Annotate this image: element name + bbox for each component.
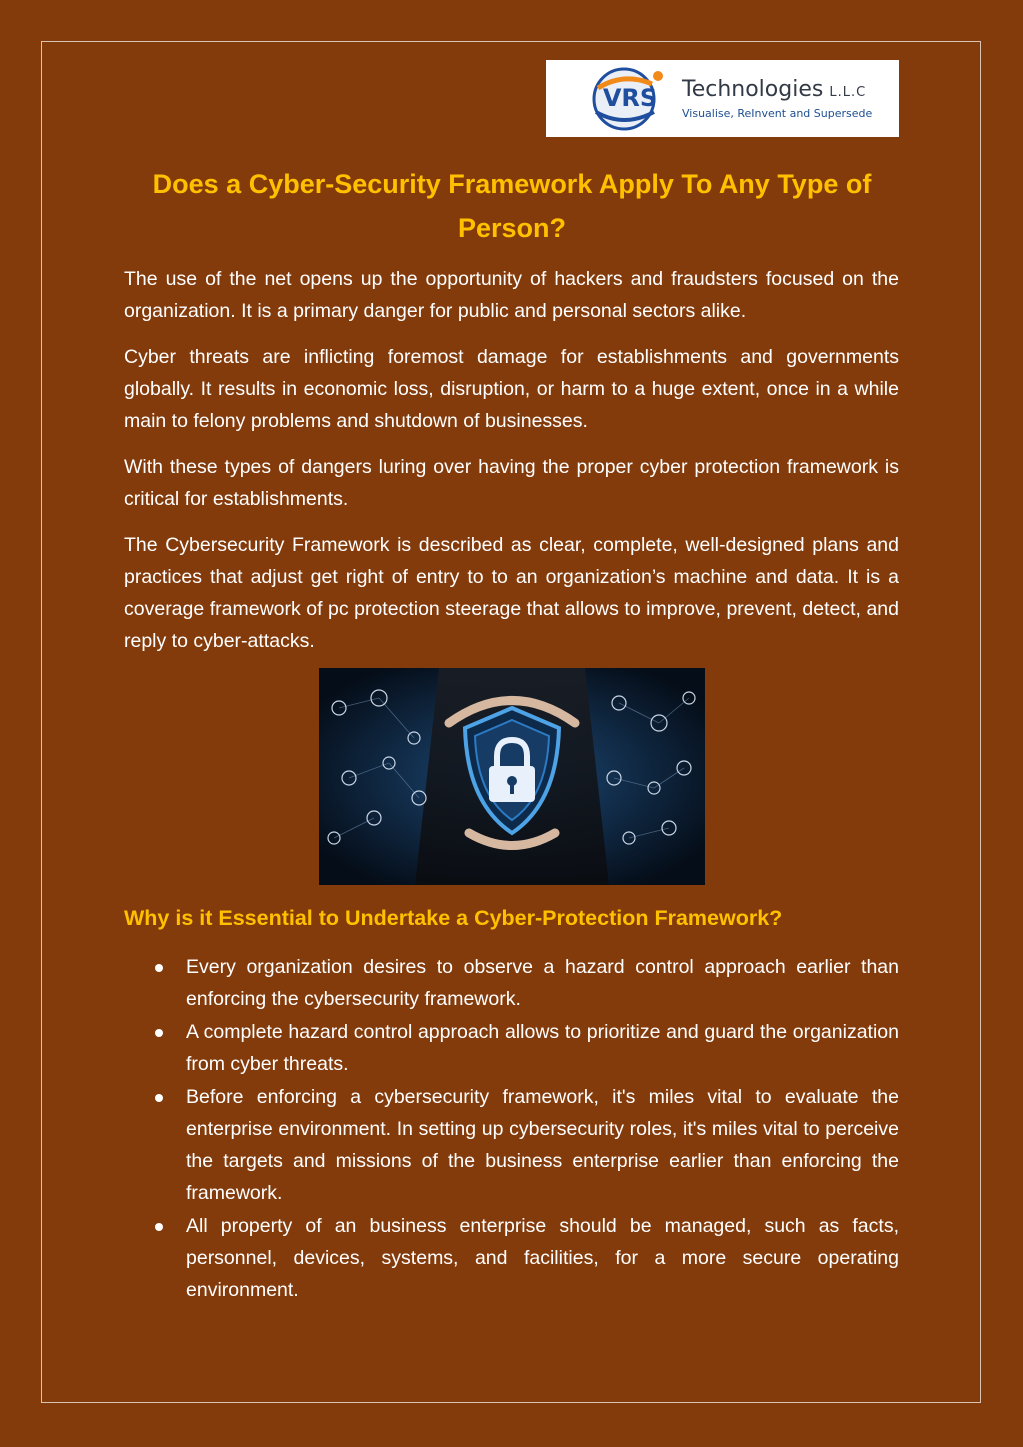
- list-item-text: All property of an business enterprise should be managed, such as facts, personnel, devices, systems, and facilities, for a more secure operating environment.: [186, 1215, 899, 1301]
- cybersecurity-hero-image: [319, 668, 705, 885]
- paragraph: With these types of dangers luring over having the proper cyber protection framework is critical for establishments.: [124, 456, 899, 510]
- logo-tagline: Visualise, ReInvent and Supersede: [682, 106, 873, 120]
- logo-name: Technologies: [682, 76, 824, 102]
- bullet-list: [186, 951, 899, 1307]
- logo-mark-text: VRS: [602, 83, 658, 112]
- logo-suffix: L.L.C: [829, 84, 867, 100]
- bullet-dot-icon: [155, 1029, 163, 1037]
- bullet-dot-icon: [155, 1094, 163, 1102]
- list-item: [186, 1016, 899, 1080]
- padlock-shield-icon: [319, 668, 705, 885]
- bullet-dot-icon: [155, 1223, 163, 1231]
- list-item-text: Every organization desires to observe a hazard control approach earlier than enforcing the cybersecurity framework.: [186, 956, 899, 1010]
- bullet-dot-icon: [155, 964, 163, 972]
- list-item-text: A complete hazard control approach allows to prioritize and guard the organization from cyber threats.: [186, 1021, 899, 1075]
- paragraph: Cyber threats are inflicting foremost damage for establishments and governments globally. It results in economic loss, disruption, or harm to a huge extent, once in a while main to felony problems and shutdown of businesses.: [124, 346, 899, 432]
- list-item: [186, 1081, 899, 1209]
- paragraph: The use of the net opens up the opportunity of hackers and fraudsters focused on the organization. It is a primary danger for public and personal sectors alike.: [124, 268, 899, 322]
- list-item: [186, 951, 899, 1015]
- intro-content: [124, 263, 899, 671]
- list-item: [186, 1210, 899, 1306]
- section-heading: Why is it Essential to Undertake a Cyber-Protection Framework?: [124, 906, 783, 930]
- list-item-text: Before enforcing a cybersecurity framework, it's miles vital to evaluate the enterprise environment. In setting up cybersecurity roles, it's miles vital to perceive the targets and missions of the business enterprise earlier than enforcing the framework.: [186, 1086, 899, 1204]
- page-title: Does a Cyber-Security Framework Apply To Any Type of Person?: [152, 169, 872, 243]
- paragraph: The Cybersecurity Framework is described as clear, complete, well-designed plans and practices that adjust get right of entry to to an organization’s machine and data. It is a coverage framework of pc protection steerage that allows to improve, prevent, detect, and reply to cyber-attacks.: [124, 534, 899, 652]
- company-logo: [546, 60, 899, 137]
- globe-logo-icon: [580, 66, 680, 132]
